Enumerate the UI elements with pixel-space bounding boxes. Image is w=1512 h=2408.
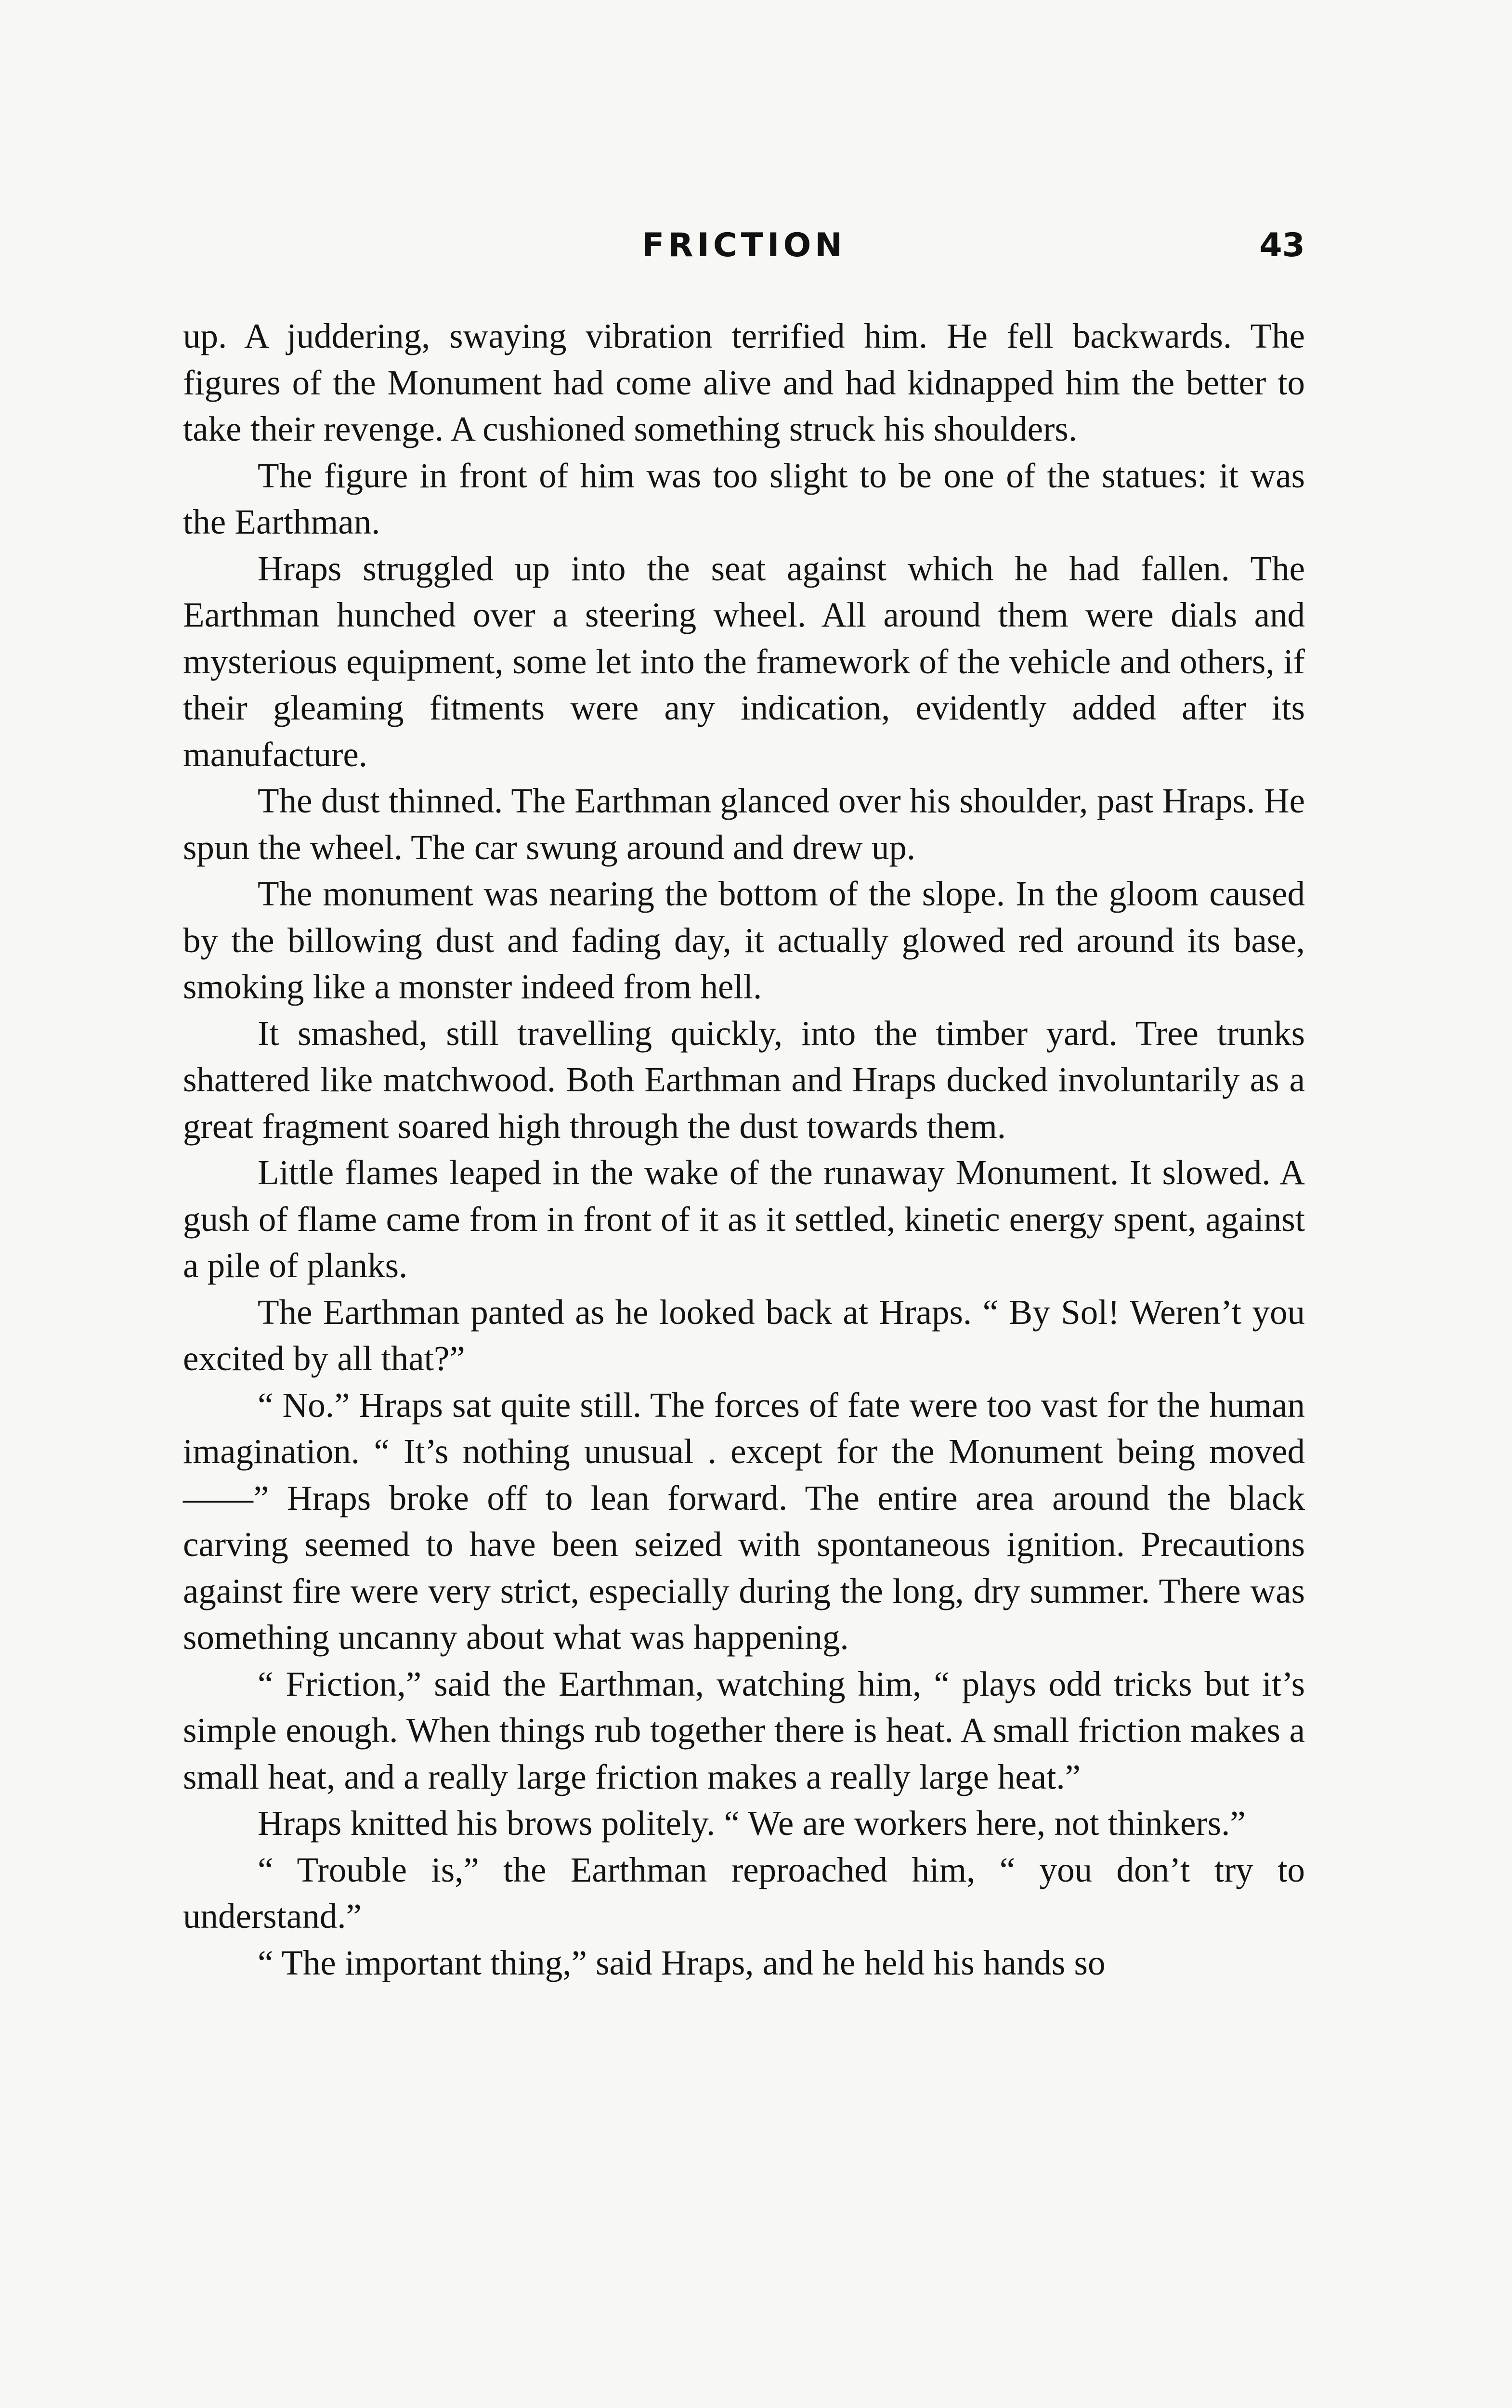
paragraph: “ No.” Hraps sat quite still. The forces of fate were too vast for the human imagination. “ It’s nothing unusual . except for the Monument being moved——” Hraps broke off to lean forward. The entire area around the black carving seemed to have been seized with spontaneous ignition. Precautions against fire were very strict, especially during the long, dry summer. There was something uncanny about what was happening.: [183, 1385, 1305, 1657]
paragraph: Hraps knitted his brows politely. “ We are workers here, not thinkers.”: [258, 1804, 1246, 1843]
paragraph: “ Friction,” said the Earthman, watching him, “ plays odd tricks but it’s simple enough. When things rub together there is heat. A small friction makes a small heat, and a really large friction makes a really large heat.”: [183, 1664, 1305, 1796]
paragraph: “ The important thing,” said Hraps, and he held his hands so: [258, 1943, 1106, 1982]
paragraph: The Earthman panted as he looked back at Hraps. “ By Sol! Weren’t you excited by all that?”: [183, 1292, 1305, 1378]
paragraph: Little flames leaped in the wake of the runaway Monument. It slowed. A gush of flame came from in front of it as it settled, kinetic energy spent, against a pile of planks.: [183, 1153, 1305, 1285]
body-text: [183, 313, 1305, 1986]
page-number: 43: [1259, 226, 1305, 264]
chapter-title: FRICTION: [641, 226, 847, 264]
paragraph: up. A juddering, swaying vibration terrified him. He fell backwards. The figures of the Monument had come alive and had kidnapped him the better to take their revenge. A cushioned something struck his shoulders.: [183, 316, 1305, 448]
running-head: [183, 226, 1305, 275]
paragraph: It smashed, still travelling quickly, into the timber yard. Tree trunks shattered like matchwood. Both Earthman and Hraps ducked involuntarily as a great fragment soared high through the dust towards them.: [183, 1013, 1305, 1146]
paragraph: The dust thinned. The Earthman glanced over his shoulder, past Hraps. He spun the wheel. The car swung around and drew up.: [183, 781, 1305, 867]
paragraph: The figure in front of him was too slight to be one of the statues: it was the Earthman.: [183, 456, 1305, 541]
paragraph: The monument was nearing the bottom of the slope. In the gloom caused by the billowing dust and fading day, it actually glowed red around its base, smoking like a monster indeed from hell.: [183, 874, 1305, 1006]
paragraph: Hraps struggled up into the seat against which he had fallen. The Earthman hunched over a steering wheel. All around them were dials and mysterious equipment, some let into the framework of the vehicle and others, if their gleaming fitments were any indication, evidently added after its manufacture.: [183, 549, 1305, 774]
paragraph: “ Trouble is,” the Earthman reproached him, “ you don’t try to understand.”: [183, 1850, 1305, 1936]
